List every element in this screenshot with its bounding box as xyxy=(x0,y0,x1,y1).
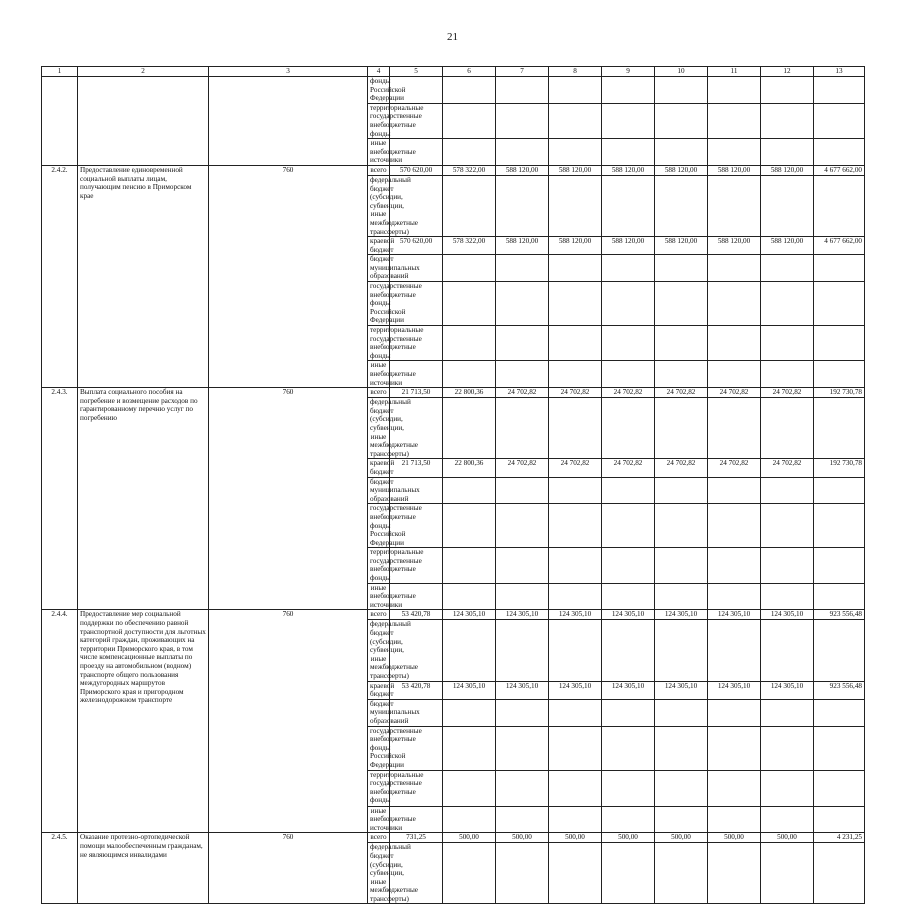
total-value xyxy=(814,175,865,236)
year-value: 22 800,36 xyxy=(443,388,496,398)
year-value: 21 713,50 xyxy=(390,388,443,398)
total-value xyxy=(814,255,865,282)
total-value xyxy=(814,282,865,326)
year-value xyxy=(761,103,814,138)
year-value xyxy=(655,583,708,610)
table-row xyxy=(42,610,865,620)
year-value xyxy=(549,282,602,326)
year-value xyxy=(443,175,496,236)
year-value xyxy=(602,77,655,104)
year-value xyxy=(655,77,708,104)
year-value xyxy=(655,139,708,166)
year-value: 588 120,00 xyxy=(602,237,655,255)
year-value xyxy=(443,726,496,770)
year-value: 22 800,36 xyxy=(443,459,496,477)
item-name: Предоставление единовременной социальной выплаты лицам, получающим пенсию в Приморском крае xyxy=(78,165,209,387)
year-value: 124 305,10 xyxy=(761,681,814,699)
year-value: 124 305,10 xyxy=(602,610,655,620)
year-value xyxy=(496,583,549,610)
year-value xyxy=(761,504,814,548)
table-row xyxy=(42,388,865,398)
year-value xyxy=(496,699,549,726)
year-value: 570 620,00 xyxy=(390,165,443,175)
year-value xyxy=(602,806,655,833)
year-value xyxy=(761,361,814,388)
year-value xyxy=(655,326,708,361)
total-value xyxy=(814,361,865,388)
year-value: 24 702,82 xyxy=(708,459,761,477)
year-value xyxy=(602,843,655,904)
year-value: 500,00 xyxy=(602,833,655,843)
year-value xyxy=(655,361,708,388)
year-value xyxy=(549,770,602,806)
year-value: 588 120,00 xyxy=(708,237,761,255)
year-value: 588 120,00 xyxy=(549,237,602,255)
budget-table xyxy=(41,66,865,904)
year-value xyxy=(443,139,496,166)
year-value: 124 305,10 xyxy=(549,610,602,620)
column-number: 1 xyxy=(42,67,78,77)
column-number-row xyxy=(42,67,865,77)
year-value xyxy=(496,398,549,459)
year-value xyxy=(496,620,549,681)
funding-source: всего xyxy=(368,165,390,175)
total-value xyxy=(814,548,865,583)
year-value: 124 305,10 xyxy=(549,681,602,699)
ministry-code: 760 xyxy=(209,165,368,387)
year-value xyxy=(708,770,761,806)
year-value xyxy=(443,326,496,361)
year-value xyxy=(443,583,496,610)
year-value xyxy=(443,255,496,282)
year-value: 24 702,82 xyxy=(602,388,655,398)
year-value xyxy=(708,843,761,904)
year-value: 24 702,82 xyxy=(549,459,602,477)
year-value xyxy=(708,806,761,833)
year-value: 731,25 xyxy=(390,833,443,843)
year-value xyxy=(708,477,761,504)
year-value xyxy=(655,620,708,681)
column-number: 8 xyxy=(549,67,602,77)
year-value xyxy=(761,477,814,504)
year-value xyxy=(655,770,708,806)
total-value xyxy=(814,139,865,166)
year-value xyxy=(496,806,549,833)
column-number: 12 xyxy=(761,67,814,77)
year-value: 24 702,82 xyxy=(655,388,708,398)
year-value xyxy=(708,548,761,583)
year-value xyxy=(708,583,761,610)
year-value xyxy=(549,699,602,726)
column-number: 7 xyxy=(496,67,549,77)
funding-source: бюджет муниципальных образований xyxy=(368,255,390,282)
year-value: 124 305,10 xyxy=(708,681,761,699)
year-value xyxy=(655,175,708,236)
year-value xyxy=(549,477,602,504)
year-value xyxy=(496,103,549,138)
item-name: Оказание протезно-ортопедической помощи малообеспеченным гражданам, не являющимся инвалидами xyxy=(78,833,209,904)
year-value xyxy=(708,103,761,138)
year-value: 124 305,10 xyxy=(655,681,708,699)
year-value: 578 322,00 xyxy=(443,165,496,175)
year-value: 588 120,00 xyxy=(496,237,549,255)
year-value: 124 305,10 xyxy=(443,610,496,620)
total-value xyxy=(814,77,865,104)
year-value xyxy=(496,255,549,282)
year-value xyxy=(549,175,602,236)
total-value xyxy=(814,504,865,548)
column-number: 11 xyxy=(708,67,761,77)
year-value xyxy=(602,620,655,681)
year-value xyxy=(602,548,655,583)
year-value: 588 120,00 xyxy=(655,165,708,175)
year-value: 500,00 xyxy=(549,833,602,843)
year-value: 588 120,00 xyxy=(602,165,655,175)
year-value xyxy=(443,770,496,806)
year-value xyxy=(761,175,814,236)
year-value: 588 120,00 xyxy=(655,237,708,255)
year-value xyxy=(602,255,655,282)
year-value: 24 702,82 xyxy=(602,459,655,477)
year-value xyxy=(708,620,761,681)
year-value xyxy=(761,326,814,361)
funding-source: федеральный бюджет (субсидии, субвенции, иные межбюджетные трансферты) xyxy=(368,620,390,681)
year-value: 124 305,10 xyxy=(496,610,549,620)
year-value xyxy=(496,326,549,361)
ministry-code xyxy=(209,77,368,166)
year-value xyxy=(549,361,602,388)
funding-source: бюджет муниципальных образований xyxy=(368,477,390,504)
year-value: 124 305,10 xyxy=(443,681,496,699)
total-value xyxy=(814,326,865,361)
funding-source: иные внебюджетные источники xyxy=(368,361,390,388)
total-value: 4 677 662,00 xyxy=(814,237,865,255)
year-value xyxy=(761,699,814,726)
year-value xyxy=(549,583,602,610)
funding-source: территориальные государственные внебюджетные фонды xyxy=(368,103,390,138)
column-number: 13 xyxy=(814,67,865,77)
funding-source: всего xyxy=(368,610,390,620)
year-value: 500,00 xyxy=(496,833,549,843)
year-value: 24 702,82 xyxy=(549,388,602,398)
year-value xyxy=(443,504,496,548)
funding-source: государственные внебюджетные фонды Российской Федерации xyxy=(368,726,390,770)
column-number: 6 xyxy=(443,67,496,77)
funding-source: территориальные государственные внебюджетные фонды xyxy=(368,770,390,806)
year-value xyxy=(761,77,814,104)
year-value xyxy=(496,548,549,583)
year-value xyxy=(602,398,655,459)
year-value xyxy=(549,103,602,138)
funding-source: территориальные государственные внебюджетные фонды xyxy=(368,326,390,361)
year-value xyxy=(761,398,814,459)
year-value xyxy=(602,699,655,726)
year-value xyxy=(761,583,814,610)
year-value xyxy=(443,398,496,459)
column-number: 9 xyxy=(602,67,655,77)
year-value xyxy=(443,806,496,833)
table-row xyxy=(42,165,865,175)
year-value xyxy=(549,548,602,583)
total-value: 923 556,48 xyxy=(814,681,865,699)
year-value xyxy=(443,620,496,681)
year-value xyxy=(602,504,655,548)
year-value xyxy=(708,326,761,361)
item-name: Предоставление мер социальной поддержки по обеспечению равной транспортной доступности для льготных категорий граждан, проживающих на территории Приморского края, в том числе компенсационные выплаты по проезду на автомобильном (водном) транспорте общего пользования междугородных маршрутов Приморского края и пригородном железнодорожном транспорте xyxy=(78,610,209,833)
year-value: 588 120,00 xyxy=(761,237,814,255)
year-value xyxy=(549,139,602,166)
total-value xyxy=(814,620,865,681)
total-value xyxy=(814,477,865,504)
year-value: 500,00 xyxy=(761,833,814,843)
column-number: 3 xyxy=(209,67,368,77)
year-value xyxy=(761,806,814,833)
year-value: 124 305,10 xyxy=(708,610,761,620)
year-value xyxy=(761,843,814,904)
year-value xyxy=(443,699,496,726)
ministry-code: 760 xyxy=(209,388,368,610)
funding-source: краевой бюджет xyxy=(368,681,390,699)
year-value: 124 305,10 xyxy=(602,681,655,699)
total-value xyxy=(814,843,865,904)
year-value xyxy=(549,398,602,459)
funding-source: иные внебюджетные источники xyxy=(368,139,390,166)
year-value xyxy=(708,139,761,166)
year-value xyxy=(655,806,708,833)
year-value xyxy=(549,806,602,833)
year-value xyxy=(549,620,602,681)
funding-source: краевой бюджет xyxy=(368,237,390,255)
year-value xyxy=(443,843,496,904)
year-value xyxy=(708,699,761,726)
ministry-code: 760 xyxy=(209,833,368,904)
year-value xyxy=(602,770,655,806)
year-value: 124 305,10 xyxy=(655,610,708,620)
year-value xyxy=(655,103,708,138)
year-value: 588 120,00 xyxy=(549,165,602,175)
year-value xyxy=(761,139,814,166)
column-number: 2 xyxy=(78,67,209,77)
year-value xyxy=(761,282,814,326)
total-value xyxy=(814,583,865,610)
year-value xyxy=(443,548,496,583)
funding-source: фонды Российской Федерации xyxy=(368,77,390,104)
funding-source: территориальные государственные внебюджетные фонды xyxy=(368,548,390,583)
year-value xyxy=(602,103,655,138)
year-value xyxy=(602,175,655,236)
total-value xyxy=(814,806,865,833)
year-value xyxy=(655,255,708,282)
year-value xyxy=(549,77,602,104)
funding-source: иные внебюджетные источники xyxy=(368,806,390,833)
year-value: 588 120,00 xyxy=(761,165,814,175)
year-value xyxy=(496,361,549,388)
year-value: 24 702,82 xyxy=(761,459,814,477)
year-value: 24 702,82 xyxy=(708,388,761,398)
year-value xyxy=(708,504,761,548)
year-value xyxy=(443,477,496,504)
funding-source: федеральный бюджет (субсидии, субвенции, иные межбюджетные трансферты) xyxy=(368,843,390,904)
funding-source: государственные внебюджетные фонды Российской Федерации xyxy=(368,282,390,326)
funding-source: краевой бюджет xyxy=(368,459,390,477)
column-number: 4 xyxy=(368,67,390,77)
year-value xyxy=(708,282,761,326)
year-value xyxy=(708,398,761,459)
year-value: 53 420,78 xyxy=(390,610,443,620)
year-value xyxy=(655,726,708,770)
year-value xyxy=(602,139,655,166)
year-value: 578 322,00 xyxy=(443,237,496,255)
year-value xyxy=(496,175,549,236)
year-value xyxy=(708,77,761,104)
year-value xyxy=(655,843,708,904)
year-value xyxy=(549,843,602,904)
total-value xyxy=(814,770,865,806)
year-value: 500,00 xyxy=(443,833,496,843)
total-value: 923 556,48 xyxy=(814,610,865,620)
year-value xyxy=(655,699,708,726)
year-value xyxy=(708,255,761,282)
year-value xyxy=(655,477,708,504)
item-name xyxy=(78,77,209,166)
year-value xyxy=(602,477,655,504)
year-value xyxy=(496,77,549,104)
year-value xyxy=(443,282,496,326)
total-value xyxy=(814,726,865,770)
year-value: 588 120,00 xyxy=(496,165,549,175)
total-value xyxy=(814,699,865,726)
column-number: 5 xyxy=(390,67,443,77)
year-value xyxy=(496,139,549,166)
year-value xyxy=(549,726,602,770)
total-value xyxy=(814,398,865,459)
page-number: 21 xyxy=(447,31,458,43)
year-value xyxy=(655,398,708,459)
year-value: 500,00 xyxy=(655,833,708,843)
year-value: 500,00 xyxy=(708,833,761,843)
year-value xyxy=(708,726,761,770)
total-value xyxy=(814,103,865,138)
year-value xyxy=(496,726,549,770)
total-value: 4 231,25 xyxy=(814,833,865,843)
year-value: 24 702,82 xyxy=(761,388,814,398)
year-value xyxy=(496,477,549,504)
item-number: 2.4.5. xyxy=(42,833,78,904)
year-value: 24 702,82 xyxy=(496,459,549,477)
year-value xyxy=(761,255,814,282)
year-value xyxy=(443,361,496,388)
item-number: 2.4.4. xyxy=(42,610,78,833)
year-value xyxy=(496,282,549,326)
year-value: 24 702,82 xyxy=(496,388,549,398)
column-number: 10 xyxy=(655,67,708,77)
year-value: 588 120,00 xyxy=(708,165,761,175)
year-value xyxy=(602,361,655,388)
funding-source: федеральный бюджет (субсидии, субвенции, иные межбюджетные трансферты) xyxy=(368,398,390,459)
year-value xyxy=(549,255,602,282)
year-value xyxy=(655,504,708,548)
table-row xyxy=(42,77,865,104)
year-value xyxy=(443,103,496,138)
item-number: 2.4.2. xyxy=(42,165,78,387)
funding-source: всего xyxy=(368,388,390,398)
year-value: 124 305,10 xyxy=(761,610,814,620)
year-value xyxy=(761,726,814,770)
table-row xyxy=(42,833,865,843)
year-value: 53 420,78 xyxy=(390,681,443,699)
funding-source: федеральный бюджет (субсидии, субвенции, иные межбюджетные трансферты) xyxy=(368,175,390,236)
year-value: 21 713,50 xyxy=(390,459,443,477)
year-value xyxy=(655,282,708,326)
funding-source: иные внебюджетные источники xyxy=(368,583,390,610)
year-value xyxy=(443,77,496,104)
year-value xyxy=(496,843,549,904)
year-value: 124 305,10 xyxy=(496,681,549,699)
total-value: 192 730,78 xyxy=(814,388,865,398)
year-value xyxy=(496,504,549,548)
year-value: 570 620,00 xyxy=(390,237,443,255)
item-number xyxy=(42,77,78,166)
year-value xyxy=(655,548,708,583)
year-value xyxy=(761,548,814,583)
year-value xyxy=(602,583,655,610)
year-value xyxy=(496,770,549,806)
year-value xyxy=(549,326,602,361)
year-value xyxy=(602,726,655,770)
item-name: Выплата социального пособия на погребение и возмещение расходов по гарантированному перечню услуг по погребению xyxy=(78,388,209,610)
funding-source: бюджет муниципальных образований xyxy=(368,699,390,726)
total-value: 4 677 662,00 xyxy=(814,165,865,175)
funding-source: всего xyxy=(368,833,390,843)
year-value xyxy=(602,282,655,326)
year-value: 24 702,82 xyxy=(655,459,708,477)
year-value xyxy=(708,175,761,236)
year-value xyxy=(761,620,814,681)
year-value xyxy=(602,326,655,361)
year-value xyxy=(761,770,814,806)
ministry-code: 760 xyxy=(209,610,368,833)
total-value: 192 730,78 xyxy=(814,459,865,477)
funding-source: государственные внебюджетные фонды Российской Федерации xyxy=(368,504,390,548)
year-value xyxy=(708,361,761,388)
year-value xyxy=(549,504,602,548)
item-number: 2.4.3. xyxy=(42,388,78,610)
